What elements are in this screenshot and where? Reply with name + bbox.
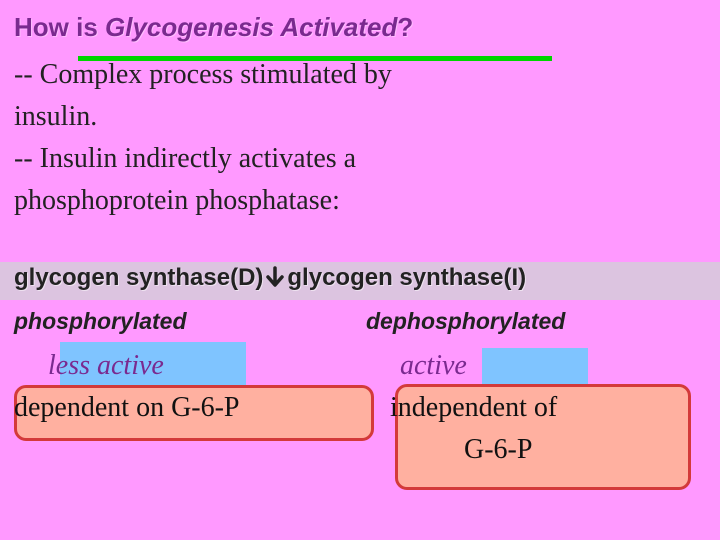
down-arrow-icon bbox=[264, 264, 286, 292]
body-line-1: -- Complex process stimulated by bbox=[14, 59, 392, 90]
left-activity-label: less active bbox=[48, 350, 164, 381]
reaction-right: glycogen synthase(I) bbox=[287, 264, 527, 291]
right-dependence-line-2: G-6-P bbox=[464, 434, 533, 465]
title-part-1: How is bbox=[14, 12, 106, 42]
slide-title bbox=[14, 12, 413, 43]
left-state-label: phosphorylated bbox=[14, 308, 187, 334]
right-activity-label: active bbox=[400, 350, 467, 381]
title-part-3: ? bbox=[397, 12, 414, 42]
body-line-2: insulin. bbox=[14, 101, 98, 132]
body-line-3: -- Insulin indirectly activates a bbox=[14, 143, 357, 174]
reaction-left: glycogen synthase(D) bbox=[14, 264, 264, 291]
left-dependence-label: dependent on G-6-P bbox=[14, 392, 240, 423]
title-part-2: Glycogenesis Activated bbox=[105, 12, 398, 42]
reaction-equation bbox=[14, 264, 526, 292]
right-state-label: dephosphorylated bbox=[366, 308, 566, 334]
body-line-4: phosphoprotein phosphatase: bbox=[14, 185, 340, 216]
right-dependence-line-1: independent of bbox=[390, 392, 558, 423]
